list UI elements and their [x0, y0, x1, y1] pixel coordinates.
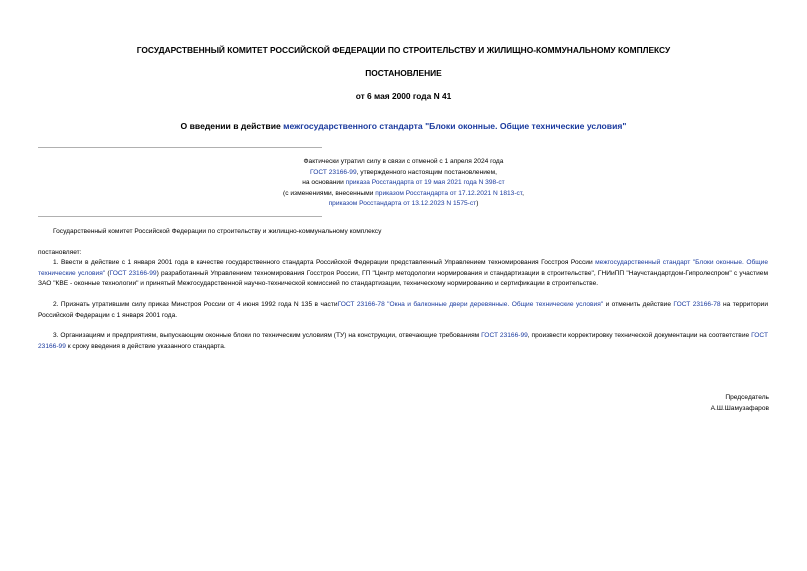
signature-block	[569, 393, 769, 414]
paragraph-text: 1. Ввести в действие с 1 января 2001 года в качестве государственного стандарта Российской Федерации представленный Управлением техномирования Госстроя России	[53, 259, 596, 267]
gost-23166-78-title-link[interactable]: ГОСТ 23166-78 "Окна и балконные двери деревянные. Общие технические условия"	[337, 300, 604, 308]
paragraph-text: 3. Организациям и предприятиям, выпускающим оконные блоки по техническим условиям (ТУ) на конструкции, отвечающие требованиям	[53, 332, 482, 340]
document-title	[0, 121, 807, 131]
paragraph-text: на территории Российской Федерации с 1 января 2001 года.	[38, 300, 769, 319]
status-note-line-3	[0, 178, 807, 189]
status-note-line-5	[0, 199, 807, 210]
order-398-link[interactable]: приказа Росстандарта от 19 мая 2021 года N 398-ст	[345, 179, 505, 187]
status-note-line-2	[0, 168, 807, 179]
status-note-line-4	[0, 189, 807, 200]
paragraph-text: к сроку введения в действие указанного стандарта.	[65, 342, 226, 350]
paragraph-text: 2. Признать утратившим силу приказ Минстроя России от 4 июня 1992 года N 135 в части	[53, 300, 338, 308]
gost-23166-99-link[interactable]: ГОСТ 23166-99	[109, 269, 157, 277]
gost-23166-78-link[interactable]: ГОСТ 23166-78	[673, 300, 721, 308]
paragraph-2	[38, 300, 768, 321]
title-prefix: О введении в действие	[180, 121, 284, 131]
paragraph-text: (	[105, 269, 110, 277]
status-note-text: (с изменениями, внесенными	[283, 189, 376, 197]
paragraph-text: и отменить действие	[603, 300, 674, 308]
gost-23166-99-link[interactable]: ГОСТ 23166-99	[310, 168, 357, 176]
status-note-text: на основании	[302, 179, 346, 187]
gost-23166-99-link[interactable]: ГОСТ 23166-99	[481, 332, 528, 340]
doc-type-heading: ПОСТАНОВЛЕНИЕ	[365, 68, 442, 78]
document-body	[38, 227, 768, 352]
intro-paragraph: Государственный комитет Российской Федерации по строительству и жилищно-коммунальному комплексу	[53, 228, 382, 235]
title-standard-link[interactable]: межгосударственного стандарта "Блоки оконные. Общие технические условия"	[283, 121, 627, 131]
status-note-text: , утвержденного настоящим постановлением,	[356, 168, 497, 176]
standard-link[interactable]: межгосударственный стандарт "Блоки оконные. Общие технические условия"	[38, 259, 768, 277]
paragraph-1	[38, 258, 768, 290]
paragraph-text: ) разработанный Управлением техномирования Госстроя России, ГП "Центр методологии нормирования и стандартизации в строительстве", ГНИиПП "Научстандартдом-Гипролеспром" с участием ЗАО "КВЕ - оконные технологии" и принятый Межгосударственной научно-технической комиссией по стандартизации, техническому нормированию и сертификации в строительстве.	[38, 269, 769, 288]
status-note-text: )	[476, 200, 479, 208]
top-divider	[38, 147, 322, 148]
status-note	[0, 157, 807, 210]
status-note-text: ,	[522, 189, 524, 197]
paragraph-text: , произвести корректировку технической документации на соответствие	[527, 332, 752, 340]
date-number: от 6 мая 2000 года N 41	[355, 91, 452, 101]
bottom-divider	[38, 216, 322, 217]
signatory-position: Председатель	[725, 394, 769, 401]
gost-23166-99-link[interactable]: ГОСТ 23166-99	[38, 332, 768, 350]
status-note-line-1: Фактически утратил силу в связи с отменой с 1 апреля 2024 года	[303, 158, 504, 165]
order-1575-link[interactable]: приказом Росстандарта от 13.12.2023 N 1575-ст	[328, 200, 477, 208]
paragraph-3	[38, 331, 768, 352]
signatory-name: А.Ш.Шамузафаров	[710, 404, 769, 412]
resolves-line: постановляет:	[38, 248, 82, 256]
order-1813-link[interactable]: приказом Росстандарта от 17.12.2021 N 1813-ст	[375, 189, 523, 197]
committee-heading: ГОСУДАРСТВЕННЫЙ КОМИТЕТ РОССИЙСКОЙ ФЕДЕРАЦИИ ПО СТРОИТЕЛЬСТВУ И ЖИЛИЩНО-КОММУНАЛЬНОМУ КОМПЛЕКСУ	[136, 45, 671, 55]
